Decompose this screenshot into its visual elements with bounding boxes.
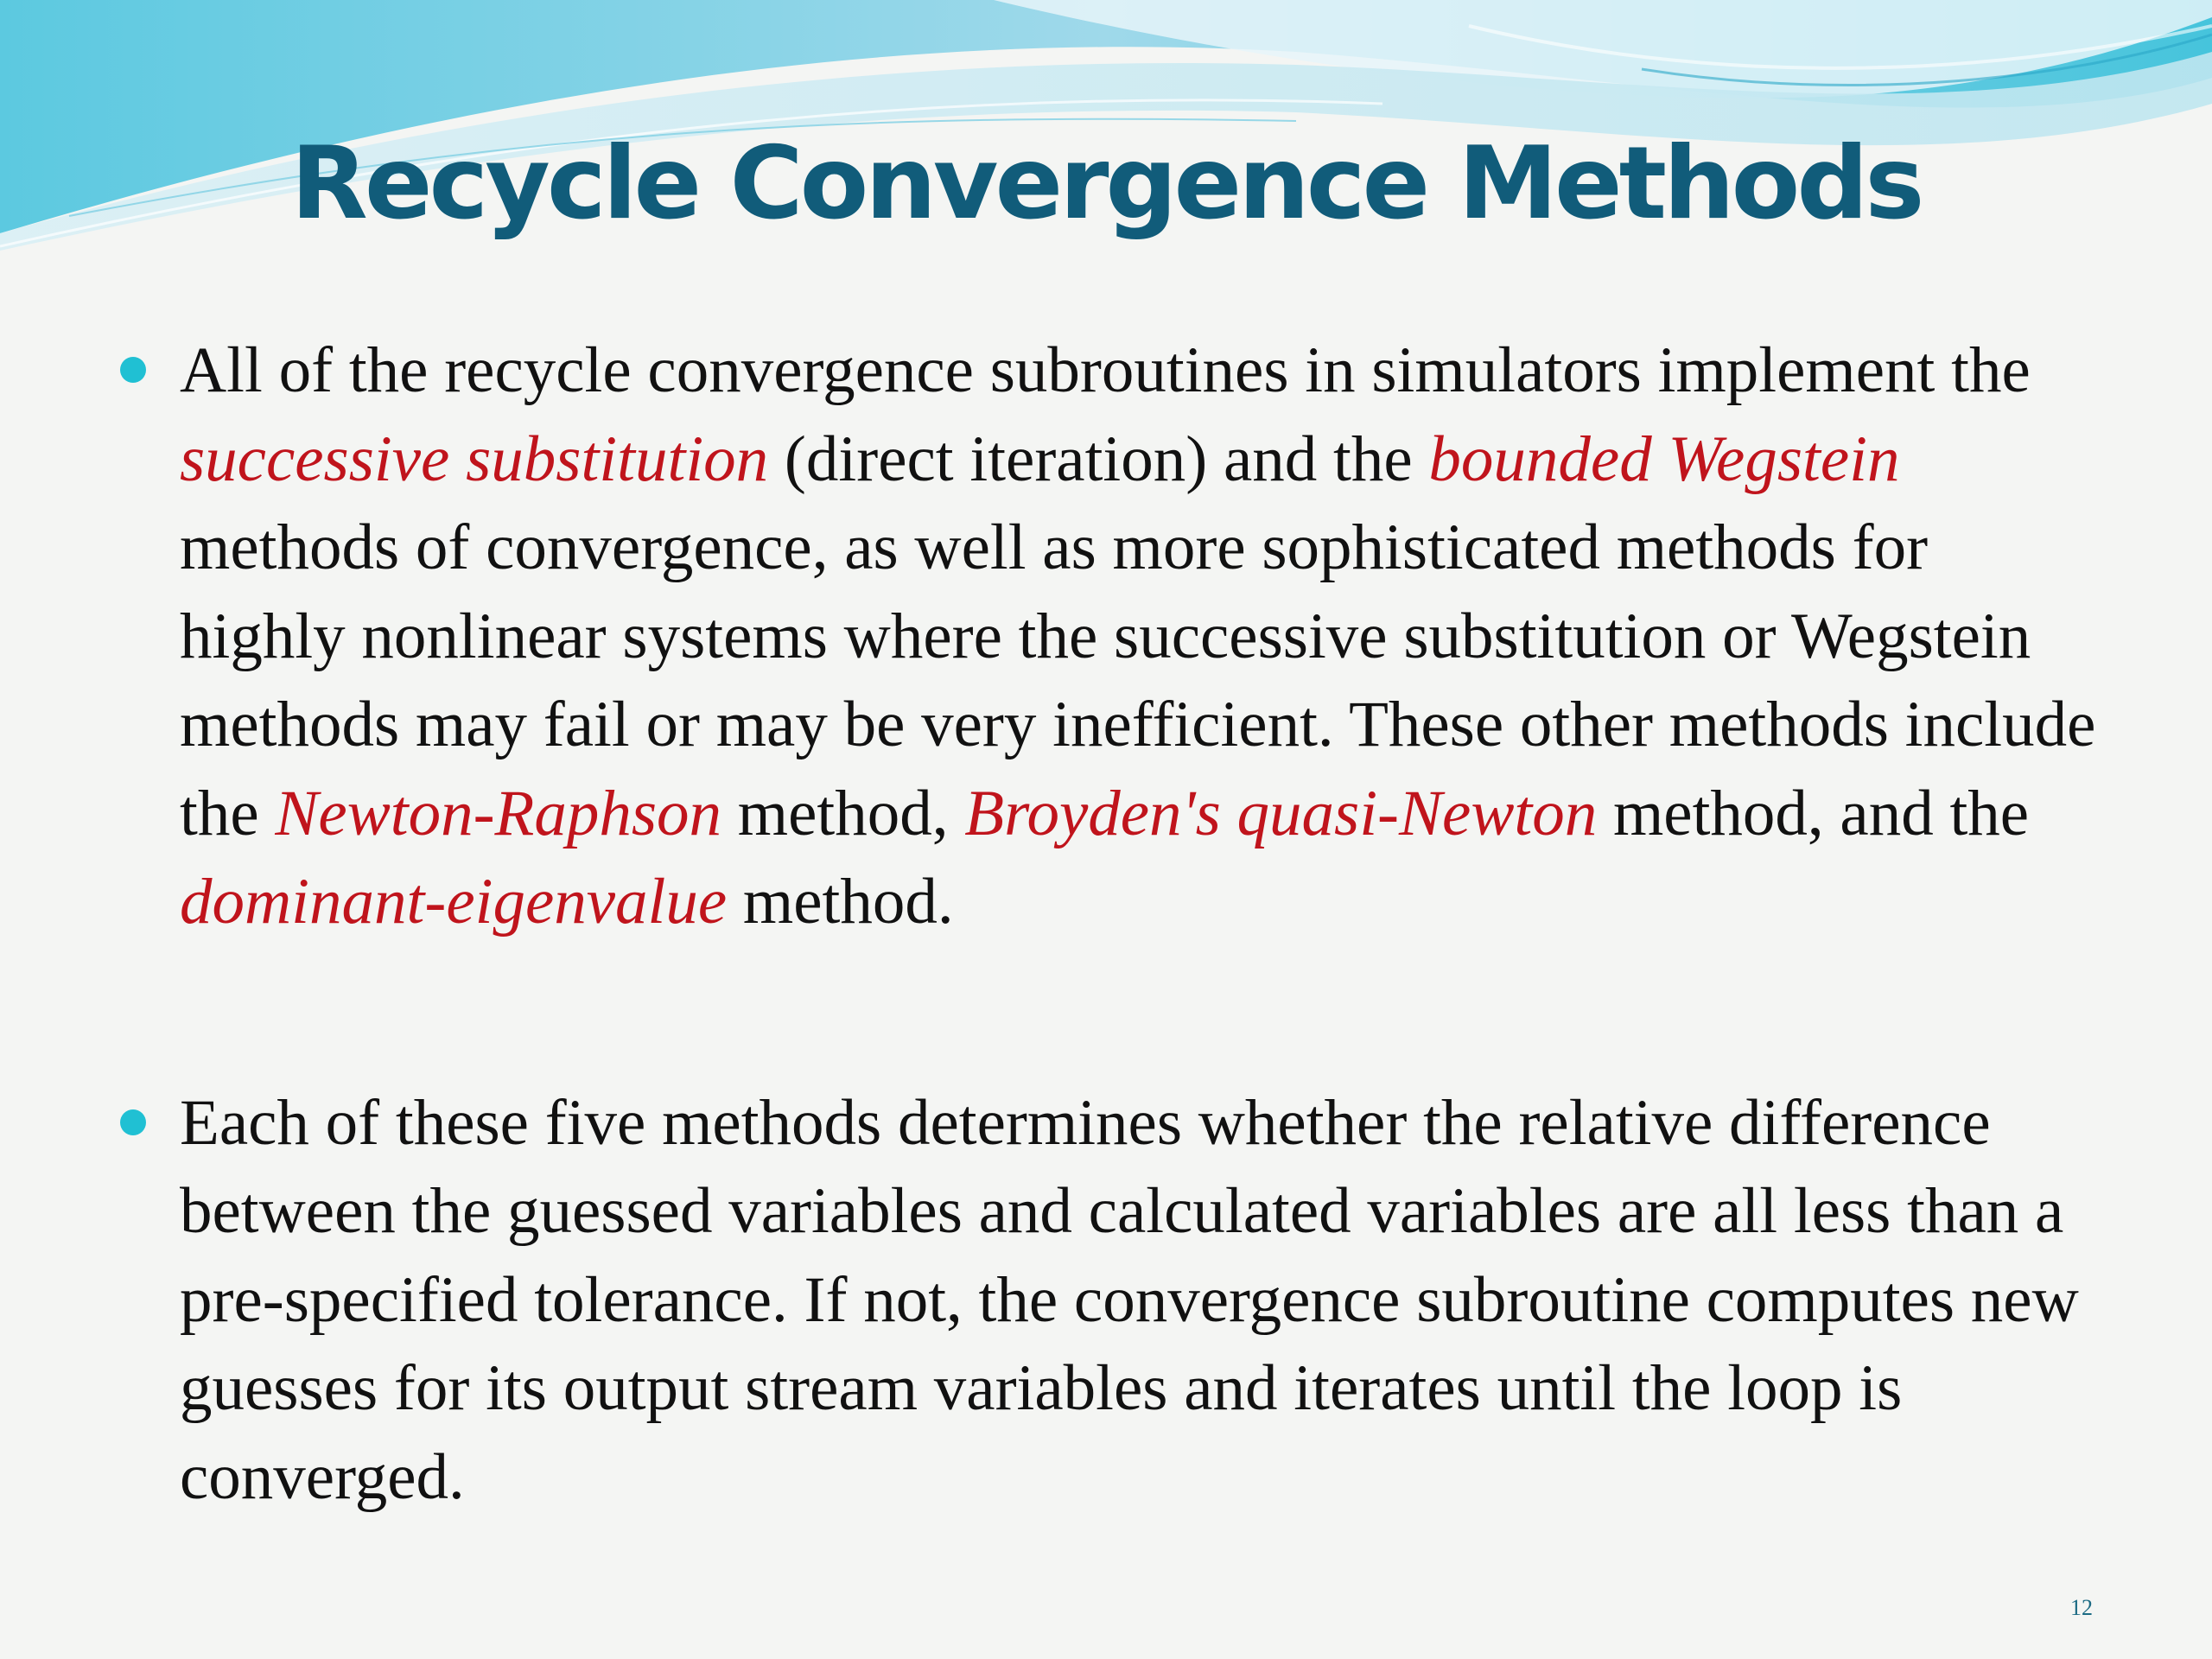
bullet-dot-icon (120, 1109, 146, 1135)
bullet-text-run: method, and the (1597, 777, 2030, 849)
emphasized-term: bounded Wegstein (1428, 423, 1900, 495)
bullet-dot-icon (120, 357, 146, 383)
slide-body (180, 327, 2107, 1522)
bullet-point (180, 1079, 2107, 1522)
bullet-text-run: method, (721, 777, 965, 849)
bullet-text-run: (direct iteration) and the (768, 423, 1429, 495)
emphasized-term: Newton-Raphson (275, 777, 722, 849)
bullet-text-run: method. (727, 866, 954, 938)
emphasized-term: successive substitution (180, 423, 769, 495)
bullet-text-run: All of the recycle convergence subroutines in simulators implement the (180, 334, 2031, 406)
emphasized-term: Broyden's quasi-Newton (964, 777, 1598, 849)
bullet-point (180, 327, 2107, 947)
slide-title: Recycle Convergence Methods (290, 125, 1922, 242)
bullet-text-run: methods of convergence, as well as more sophisticated methods for highly nonlinear systems where the successive substitution or Wegstein methods may fail or may be very inefficient. These other methods include the (180, 512, 2096, 849)
slide-number: 12 (2070, 1595, 2093, 1620)
bullet-text-run: Each of these five methods determines whether the relative difference between the guessed variables and calculated variables are all less than a pre-specified tolerance. If not, the convergence subroutine computes new guesses for its output stream variables and iterates until the loop is converged. (180, 1086, 2079, 1513)
emphasized-term: dominant-eigenvalue (180, 866, 728, 938)
